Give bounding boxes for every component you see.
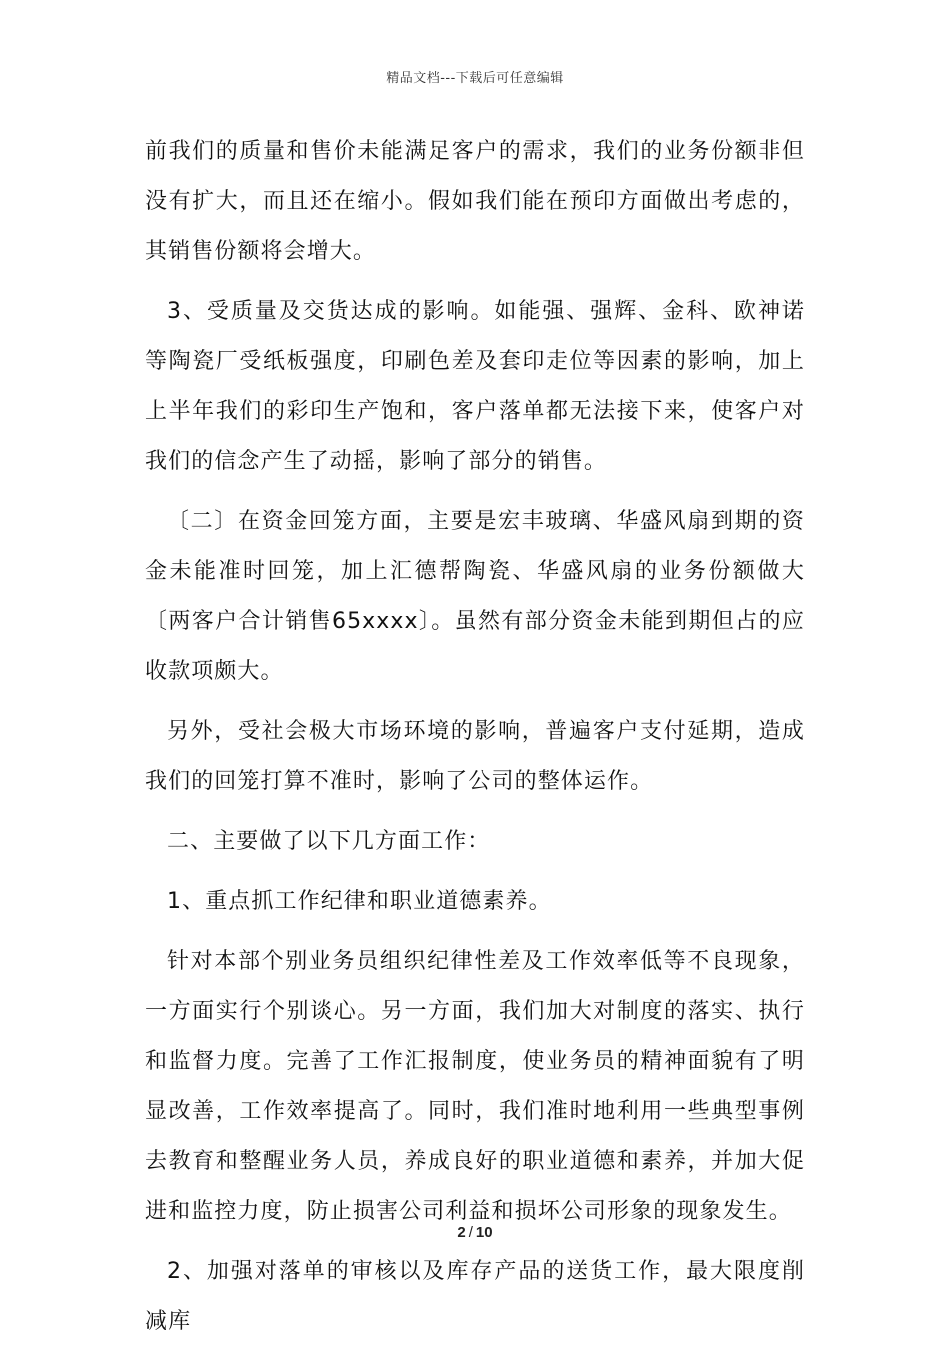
paragraph-funds-recovery: 〔二〕在资金回笼方面，主要是宏丰玻璃、华盛风扇到期的资金未能准时回笼，加上汇德帮陶瓷、华盛风扇的业务份额做大〔两客户合计销售65xxxx〕。虽然有部分资金未能到期但占的应收款项颇大。 (145, 509, 805, 684)
paragraph-order-review: 2、加强对落单的审核以及库存产品的送货工作，最大限度削减库 (145, 1259, 805, 1334)
document-body (145, 127, 805, 1357)
paragraph-discipline-details: 针对本部个别业务员组织纪律性差及工作效率低等不良现象，一方面实行个别谈心。另一方面，我们加大对制度的落实、执行和监督力度。完善了工作汇报制度，使业务员的精神面貌有了明显改善，工作效率提高了。同时，我们准时地利用一些典型事例去教育和整醒业务人员，养成良好的职业道德和素养，并加大促进和监控力度，防止损害公司利益和损坏公司形象的现象发生。 (145, 949, 805, 1224)
paragraph-market-environment: 另外，受社会极大市场环境的影响，普遍客户支付延期，造成我们的回笼打算不准时，影响了公司的整体运作。 (145, 719, 805, 794)
paragraph-continuation: 前我们的质量和售价未能满足客户的需求，我们的业务份额非但没有扩大，而且还在缩小。假如我们能在预印方面做出考虑的，其销售份额将会增大。 (145, 139, 805, 264)
current-page: 2 (457, 1224, 466, 1241)
paragraph-item-3-quality: 3、受质量及交货达成的影响。如能强、强辉、金科、欧神诺等陶瓷厂受纸板强度，印刷色差及套印走位等因素的影响，加上上半年我们的彩印生产饱和，客户落单都无法接下来，使客户对我们的信念产生了动摇，影响了部分的销售。 (145, 299, 805, 474)
page-separator: / (468, 1224, 473, 1241)
page-header: 精品文档---下载后可任意编辑 (386, 71, 564, 86)
subheading-work-discipline: 1、重点抓工作纪律和职业道德素养。 (167, 889, 552, 914)
total-pages: 10 (475, 1224, 493, 1241)
section-heading-main-work: 二、主要做了以下几方面工作： (167, 829, 491, 854)
page-number (0, 1224, 950, 1241)
